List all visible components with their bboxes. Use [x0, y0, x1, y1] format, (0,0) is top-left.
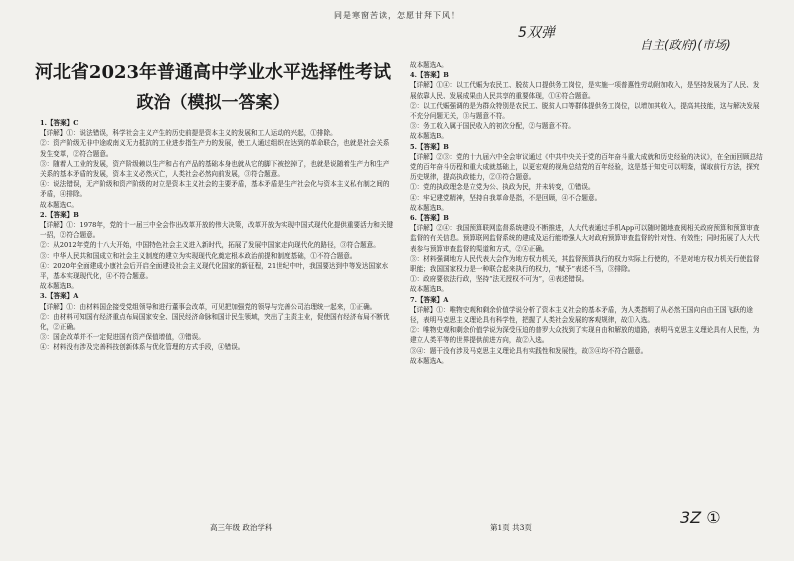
answer-paragraph: 故本题选B。 [40, 282, 78, 291]
answer-paragraph: 【详解】①：由材料国企接受党组领导和进行董事会改革，可见把加强党的领导与完善公司治理统一起来，①正确。 [40, 302, 377, 311]
exam-title: 河北省2023年普通高中学业水平选择性考试 [34, 62, 392, 83]
answer-paragraph: ③：国企改革并不一定促进国有资产保值增值，③错误。 [40, 333, 205, 342]
answer-paragraph: ②：由材料可知国有经济重点布局国家安全、国民经济命脉和国计民生领域，突出了主责主业，促使国有经济布局不断优化，②正确。 [40, 312, 390, 332]
answer-paragraph: ③：务工收入属于国民收入的初次分配，②与题意不符。 [410, 122, 575, 131]
answer-paragraph: ④：说法错误，无产阶级和资产阶级的对立是资本主义社会的主要矛盾，基本矛盾是生产社会化与资本主义私有制之间的矛盾，④排除。 [40, 180, 390, 199]
answer-paragraph: ①：党的执政理念是立党为公、执政为民，并未转变，①错误。 [410, 183, 595, 192]
answer-paragraph: 7.【答案】A [410, 295, 449, 304]
answer-paragraph: 【详解】①④：以工代赈为农民工、脱贫人口提供务工岗位，是实施一项普惠性劳动附加收入，是坚持发展为了人民、发展依靠人民、发展成果由人民共享的重要体现，①④符合题意。 [410, 81, 760, 100]
answer-paragraph: 【详解】①：说法错误，科学社会主义产生的历史前提是资本主义的发展和工人运动的兴起，①排除。 [40, 129, 337, 138]
answer-paragraph: ③：随着人工业的发展，资产阶级赖以生产和占有产品的基础本身也就从它的脚下被挖掉了，也就是说随着生产力和生产关系的基本矛盾的发展，资本主义必然灭亡，人类社会必然向前发展，③符合题意。 [40, 159, 390, 179]
answer-paragraph: ③：中华人民共和国成立和社会主义制度的建立为实现现代化奠定根本政治前提和制度基础，①不符合题意。 [40, 251, 357, 260]
answer-paragraph: 【详解】②③：党的十九届六中全会审议通过《中共中央关于党的百年奋斗重大成就和历史经验的决议》，在全面回顾总结党的百年奋斗历程和重大成就基础上，以更宏观的视角总结党的百年经验，这是基于知史可以明鉴，谋取前行方法，探究历史规律，提高执政能力，②③符合题意。 [410, 152, 763, 182]
answer-paragraph: 6.【答案】B [410, 214, 449, 223]
answer-paragraph: ④：牢记建党精神，坚持自我革命是指，不是回顾，④不合题意。 [410, 193, 602, 202]
page-motto: 同是寒窗苦读，怎愿甘拜下风！ [334, 11, 460, 20]
answer-paragraph: 4.【答案】B [410, 71, 449, 80]
exam-subtitle: 政治（模拟一答案） [136, 93, 290, 113]
answer-paragraph: 故本题选A。 [410, 61, 448, 69]
answer-paragraph: 故本题选B。 [410, 132, 448, 141]
right-column [410, 60, 765, 500]
answer-paragraph: ②：从2012年党的十八大开始，中国特色社会主义进入新时代，拓展了发展中国家走向现代化的路径，③符合题意。 [40, 241, 380, 250]
handwritten-note: 5双弹 [518, 25, 555, 41]
answer-paragraph: ④：2020年全面建成小康社会后开启全面建设社会主义现代化国家的新征程，21世纪中叶，我国要达到中等发达国家水平，基本实现现代化，④不符合题意。 [40, 261, 389, 281]
answer-paragraph: 【详解】①：1978年，党的十一届三中全会作出改革开放的伟大决策，改革开放为实现中国式现代化提供重要活力和关键一招，②符合题意。 [40, 221, 394, 240]
answer-paragraph: 【详解】①：唯物史观和剩余价值学说分析了资本主义社会的基本矛盾，为人类指明了从必然王国向自由王国飞跃的途径，表明马克思主义理论具有科学性，把握了人类社会发展的客观规律，故①入选。 [410, 305, 753, 325]
handwritten-note: 3Z ① [680, 508, 721, 527]
footer-grade-subject: 高三年级 政治学科 [210, 523, 273, 532]
footer-page-number: 第1页 共3页 [490, 523, 532, 532]
answer-paragraph: ①：政府要依法行政，坚持“法无授权不可为”，④表述错误。 [410, 275, 589, 284]
answer-paragraph: 故本题选B。 [410, 203, 448, 212]
answer-paragraph: ②：以工代赈强调的是为群众特别是农民工、脱贫人口等群体提供务工岗位，以增加其收入，提高其技能，这与解决发展不充分问题无关，③与题意不符。 [410, 101, 760, 121]
answer-paragraph: 3.【答案】A [40, 292, 79, 301]
left-column [40, 118, 395, 498]
answer-paragraph: ②：资产阶级无非中途或南义无力抵抗的工业进步指生产力的发展，使工人通过组织在达到的革命联合，也就是社会关系发生变革，②符合题意。 [40, 139, 390, 158]
answer-paragraph: ②：唯物史观和剩余价值学说为深受压迫的普罗大众找到了实现自由和解放的道路，表明马克思主义理论具有人民性，为建立人类平等的世界提供前进方向，故②入选。 [410, 326, 760, 345]
answer-paragraph: 【详解】②④：我国预算联网监督系统建设不断推进，人大代表通过手机App可以随时随地查阅相关政府预算和预算审查监督的有关信息。预算联网监督系统的建成及运行能增强人大对政府预算审查监督的针对性、有效性；同时拓展了人大代表参与预算审查监督的渠道和方式，②④正确。 [410, 224, 760, 253]
answer-paragraph: 1.【答案】C [40, 119, 79, 127]
answer-paragraph: 故本题选A。 [410, 356, 448, 365]
answer-paragraph: ③④：题干没有涉及马克思主义理论具有实践性和发展性，故③④均不符合题意。 [410, 346, 648, 355]
answer-paragraph: 故本题选C。 [40, 200, 79, 209]
answer-paragraph: ④：材料没有涉及完善科技创新体系与优化管理的方式手段，④错误。 [40, 343, 245, 352]
answer-paragraph: ③：材料强调地方人民代表大会作为地方权力机关，其监督预算执行的权力实际上行使的，不是对地方权力机关行使监督职能；我国国家权力是一种联合起来执行的权力，“赋予”表述不当，③排除。 [410, 254, 760, 274]
handwritten-note: 自主(政府)(市场) [640, 38, 731, 52]
answer-paragraph: 2.【答案】B [40, 210, 79, 219]
answer-paragraph: 故本题选B。 [410, 285, 448, 294]
answer-paragraph: 5.【答案】B [410, 142, 449, 151]
